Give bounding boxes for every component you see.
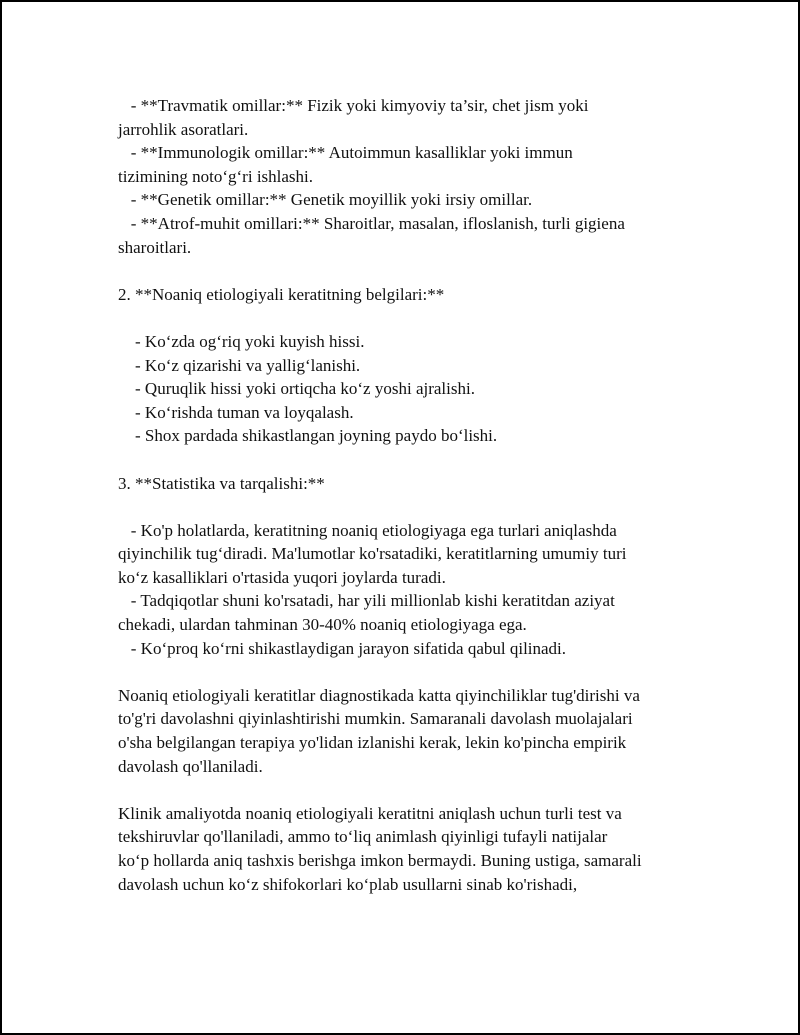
text-line: - Quruqlik hissi yoki ortiqcha ko‘z yoshi ajralishi. [118,379,475,399]
document-body [118,94,698,896]
text-line: - Ko‘proq ko‘rni shikastlaydigan jarayon sifatida qabul qilinadi. [118,638,567,658]
text-line: qiyinchilik tug‘diradi. Ma'lumotlar ko'rsatadiki, keratitlarning umumiy turi [118,544,627,564]
text-line: tizimining noto‘g‘ri ishlashi. [118,166,314,186]
blank-line [118,660,698,684]
text-line: davolash qo'llaniladi. [118,756,263,776]
text-line: 2. **Noaniq etiologiyali keratitning belgilari:** [118,284,445,304]
blank-line [118,448,698,472]
text-line: chekadi, ulardan tahminan 30-40% noaniq etiologiyaga ega. [118,615,527,635]
text-line: - **Travmatik omillar:** Fizik yoki kimyoviy ta’sir, chet jism yoki [118,96,589,115]
text-line: sharoitlari. [118,237,192,257]
text-line: davolash uchun ko‘z shifokorlari ko‘plab usullarni sinab ko'rishadi, [118,874,578,894]
text-line: - Ko‘rishda tuman va loyqalash. [118,402,354,422]
text-line: to'g'ri davolashni qiyinlashtirishi mumkin. Samaranali davolash muolajalari [118,709,633,729]
text-line: - Ko'p holatlarda, keratitning noaniq etiologiyaga ega turlari aniqlashda [118,520,617,540]
text-line: jarrohlik asoratlari. [118,119,249,139]
text-line: o'sha belgilangan terapiya yo'lidan izlanishi kerak, lekin ko'pincha empirik [118,733,627,753]
text-line: Klinik amaliyotda noaniq etiologiyali keratitni aniqlash uchun turli test va [118,803,622,823]
text-line: - Shox pardada shikastlangan joyning paydo bo‘lishi. [118,426,498,446]
text-line: 3. **Statistika va tarqalishi:** [118,473,325,493]
text-line: - Ko‘z qizarishi va yallig‘lanishi. [118,355,361,375]
blank-line [118,306,698,330]
text-line: ko‘z kasalliklari o'rtasida yuqori joylarda turadi. [118,567,446,587]
text-line: - **Atrof-muhit omillari:** Sharoitlar, masalan, ifloslanish, turli gigiena [118,213,625,233]
blank-line [118,778,698,802]
text-line: - **Genetik omillar:** Genetik moyillik yoki irsiy omillar. [118,190,533,210]
text-line: - Tadqiqotlar shuni ko'rsatadi, har yili millionlab kishi keratitdan aziyat [118,591,615,611]
blank-line [118,495,698,519]
text-line: ko‘p hollarda aniq tashxis berishga imkon bermaydi. Buning ustiga, samarali [118,851,642,870]
text-line: tekshiruvlar qo'llaniladi, ammo to‘liq animlash qiyinligi tufayli natijalar [118,827,608,847]
text-line: - **Immunologik omillar:** Autoimmun kasalliklar yoki immun [118,143,573,163]
blank-line [118,259,698,283]
text-line: - Ko‘zda og‘riq yoki kuyish hissi. [118,331,365,351]
text-line: Noaniq etiologiyali keratitlar diagnostikada katta qiyinchiliklar tug'dirishi va [118,685,640,705]
